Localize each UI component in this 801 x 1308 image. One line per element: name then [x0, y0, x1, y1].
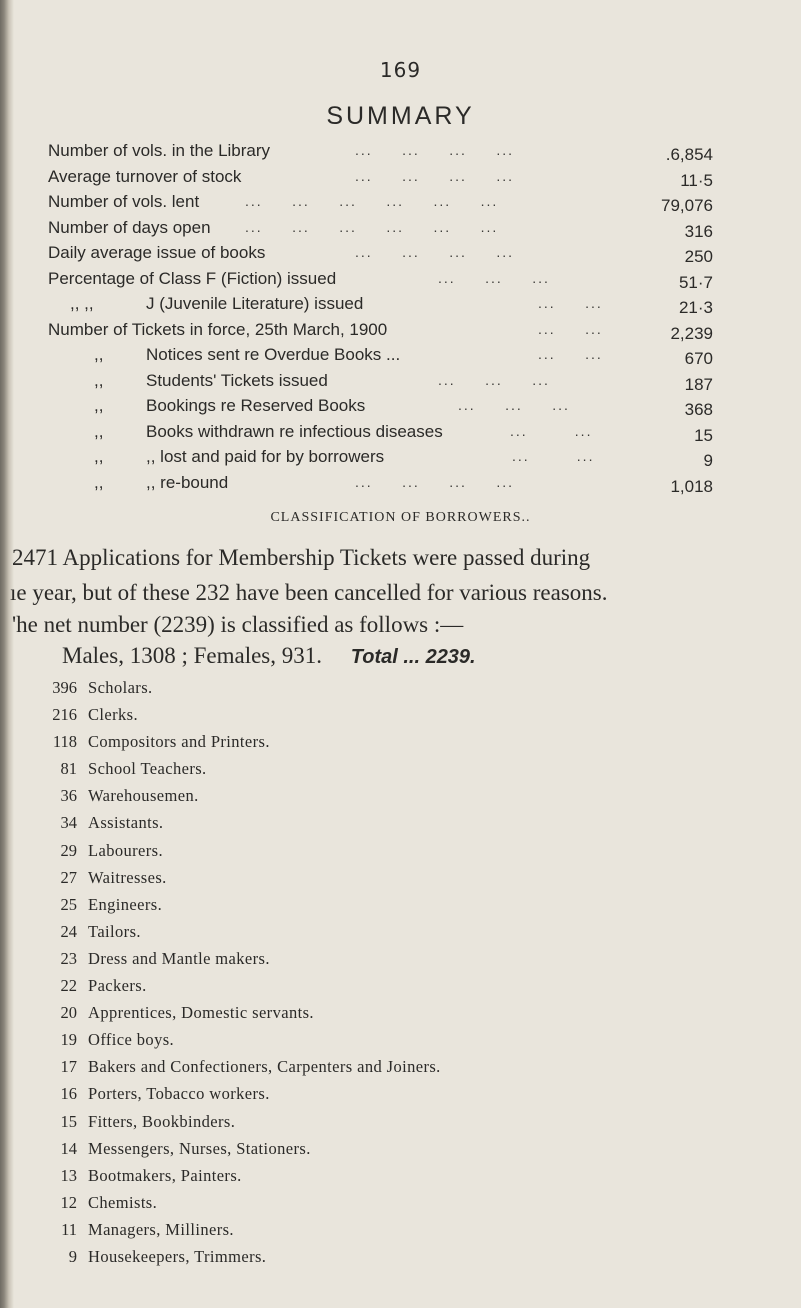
- occupation-label: Warehousemen.: [88, 786, 199, 806]
- occupation-count: 81: [60, 759, 77, 779]
- list-item: [0, 1243, 801, 1270]
- summary-value: 250: [684, 247, 713, 266]
- leader-dots: ... ... ... ... ... ...: [245, 193, 499, 209]
- occupation-label: Labourers.: [88, 840, 164, 860]
- summary-label: ,, re-bound: [146, 472, 229, 492]
- occupation-label: Clerks.: [88, 705, 139, 725]
- summary-value: 670: [684, 349, 713, 368]
- list-item: [0, 1162, 801, 1189]
- occupation-count: 118: [52, 732, 77, 752]
- occupation-label: Apprentices, Domestic servants.: [88, 1003, 314, 1023]
- summary-title: SUMMARY: [326, 102, 475, 130]
- summary-row: [0, 342, 801, 368]
- leader-dots: ... ...: [538, 295, 603, 311]
- list-item: [0, 809, 801, 836]
- gender-totals: [62, 643, 476, 669]
- occupation-count: 34: [60, 813, 77, 833]
- leader-dots: ... ... ... ...: [355, 142, 515, 158]
- leader-dots: ... ... ... ...: [355, 167, 515, 184]
- list-item: [0, 1026, 801, 1053]
- occupation-count: 29: [60, 840, 77, 860]
- summary-value: 368: [684, 400, 713, 419]
- occupation-count: 23: [60, 948, 77, 968]
- summary-value: .6,854: [665, 145, 713, 164]
- summary-value: 9: [703, 451, 713, 470]
- ditto-marks: ,,: [94, 421, 104, 441]
- occupation-count: 12: [60, 1192, 77, 1212]
- summary-label: Number of days open: [48, 217, 211, 237]
- summary-row: [0, 317, 801, 343]
- list-item: [0, 701, 801, 728]
- occupation-label: Housekeepers, Trimmers.: [88, 1246, 267, 1266]
- summary-row: [0, 291, 801, 317]
- ditto-marks: ,,: [94, 345, 104, 364]
- occupation-label: Bootmakers, Painters.: [88, 1165, 242, 1185]
- summary-row: [0, 419, 801, 445]
- occupation-label: Dress and Mantle makers.: [88, 948, 270, 968]
- gender-totals-text: Males, 1308 ; Females, 931.: [62, 643, 322, 668]
- occupation-count: 25: [60, 894, 77, 914]
- list-item: [0, 1053, 801, 1080]
- occupation-count: 24: [60, 921, 77, 941]
- summary-label: Number of vols. lent: [48, 192, 200, 211]
- summary-label: Average turnover of stock: [48, 166, 242, 186]
- occupation-count: 14: [60, 1138, 77, 1158]
- leader-dots: ... ... ... ...: [355, 473, 515, 490]
- summary-row: [0, 393, 801, 419]
- leader-dots: ... ... ... ... ... ...: [245, 218, 499, 235]
- ditto-marks: ,,: [94, 396, 104, 415]
- occupation-label: Porters, Tobacco workers.: [88, 1084, 270, 1104]
- summary-value: 316: [684, 221, 713, 241]
- leader-dots: ... ... ...: [438, 269, 550, 286]
- summary-label: J (Juvenile Literature) issued: [146, 294, 364, 313]
- list-item: [0, 782, 801, 809]
- paragraph-line: 2471 Applications for Membership Tickets were passed during: [12, 545, 591, 570]
- summary-value: 79,076: [661, 196, 713, 215]
- leader-dots: ... ...: [538, 320, 603, 337]
- list-item: [0, 728, 801, 755]
- list-item: [0, 1189, 801, 1216]
- occupation-label: Fitters, Bookbinders.: [88, 1111, 236, 1131]
- occupation-label: Engineers.: [88, 894, 163, 914]
- list-item: [0, 674, 801, 701]
- summary-label: Percentage of Class F (Fiction) issued: [48, 268, 337, 288]
- paragraph-line: ıe year, but of these 232 have been cancelled for various reasons.: [10, 580, 608, 605]
- summary-row: [0, 470, 801, 496]
- summary-label: Students' Tickets issued: [146, 370, 328, 390]
- paragraph-line: 'he net number (2239) is classified as follows :—: [12, 612, 464, 637]
- occupation-count: 17: [60, 1057, 77, 1077]
- occupation-label: Packers.: [88, 976, 147, 996]
- ditto-marks: ,,: [94, 447, 104, 466]
- occupation-count: 13: [60, 1165, 77, 1185]
- occupation-count: 11: [61, 1219, 77, 1239]
- occupation-label: Managers, Milliners.: [88, 1219, 234, 1239]
- list-item: [0, 891, 801, 918]
- summary-label: ,, lost and paid for by borrowers: [146, 447, 385, 466]
- summary-row: [0, 164, 801, 190]
- summary-label: Number of vols. in the Library: [48, 141, 271, 160]
- summary-label: Notices sent re Overdue Books ...: [146, 345, 401, 364]
- summary-label: Books withdrawn re infectious diseases: [146, 421, 443, 441]
- summary-row: [0, 189, 801, 215]
- summary-label: Daily average issue of books: [48, 243, 266, 262]
- leader-dots: ... ... ... ...: [355, 244, 515, 260]
- summary-row: [0, 368, 801, 394]
- summary-value: 2,239: [670, 323, 713, 343]
- occupation-count: 36: [60, 786, 77, 806]
- page-number: 169: [379, 58, 422, 82]
- occupation-list: [0, 674, 801, 1270]
- ditto-marks: ,,: [94, 472, 104, 492]
- occupation-count: 396: [52, 678, 77, 697]
- summary-value: 1,018: [670, 476, 713, 496]
- summary-row: [0, 138, 801, 164]
- summary-table: [0, 138, 801, 495]
- summary-value: 21·3: [678, 298, 713, 317]
- summary-row: [0, 240, 801, 266]
- occupation-count: 9: [68, 1246, 77, 1266]
- occupation-label: Tailors.: [88, 921, 141, 941]
- occupation-count: 27: [60, 867, 77, 887]
- summary-value: 51·7: [678, 272, 713, 292]
- leader-dots: ... ...: [538, 346, 603, 362]
- occupation-count: 20: [60, 1003, 77, 1023]
- occupation-label: Scholars.: [88, 678, 153, 697]
- summary-value: 187: [684, 374, 713, 394]
- occupation-label: Compositors and Printers.: [88, 732, 270, 752]
- occupation-count: 16: [60, 1084, 77, 1104]
- list-item: [0, 864, 801, 891]
- summary-row: [0, 266, 801, 292]
- occupation-label: Waitresses.: [88, 867, 167, 887]
- occupation-count: 19: [60, 1030, 77, 1050]
- list-item: [0, 918, 801, 945]
- list-item: [0, 1135, 801, 1162]
- leader-dots: ... ... ...: [438, 371, 550, 388]
- summary-row: [0, 444, 801, 470]
- grand-total: Total ... 2239.: [350, 646, 476, 668]
- list-item: [0, 1216, 801, 1243]
- occupation-count: 216: [52, 705, 77, 725]
- list-item: [0, 972, 801, 999]
- ditto-marks: ,, ,,: [70, 294, 94, 313]
- leader-dots: ... ...: [512, 448, 595, 464]
- occupation-count: 22: [60, 976, 77, 996]
- summary-value: 15: [694, 425, 713, 445]
- occupation-label: Bakers and Confectioners, Carpenters and Joiners.: [88, 1057, 441, 1077]
- summary-label: Bookings re Reserved Books: [146, 396, 366, 415]
- list-item: [0, 999, 801, 1026]
- summary-value: 11·5: [680, 170, 713, 190]
- occupation-label: Office boys.: [88, 1030, 175, 1050]
- leader-dots: ... ... ...: [458, 397, 570, 413]
- list-item: [0, 837, 801, 864]
- ditto-marks: ,,: [94, 370, 104, 390]
- occupation-label: Chemists.: [88, 1192, 158, 1212]
- occupation-label: Messengers, Nurses, Stationers.: [88, 1138, 311, 1158]
- occupation-label: School Teachers.: [88, 759, 207, 779]
- list-item: [0, 1108, 801, 1135]
- list-item: [0, 755, 801, 782]
- summary-row: [0, 215, 801, 241]
- occupation-label: Assistants.: [88, 813, 164, 833]
- summary-label: Number of Tickets in force, 25th March, 1900: [48, 319, 388, 339]
- list-item: [0, 1080, 801, 1107]
- classification-heading: CLASSIFICATION OF BORROWERS..: [270, 510, 531, 525]
- list-item: [0, 945, 801, 972]
- occupation-count: 15: [60, 1111, 77, 1131]
- leader-dots: ... ...: [510, 422, 593, 439]
